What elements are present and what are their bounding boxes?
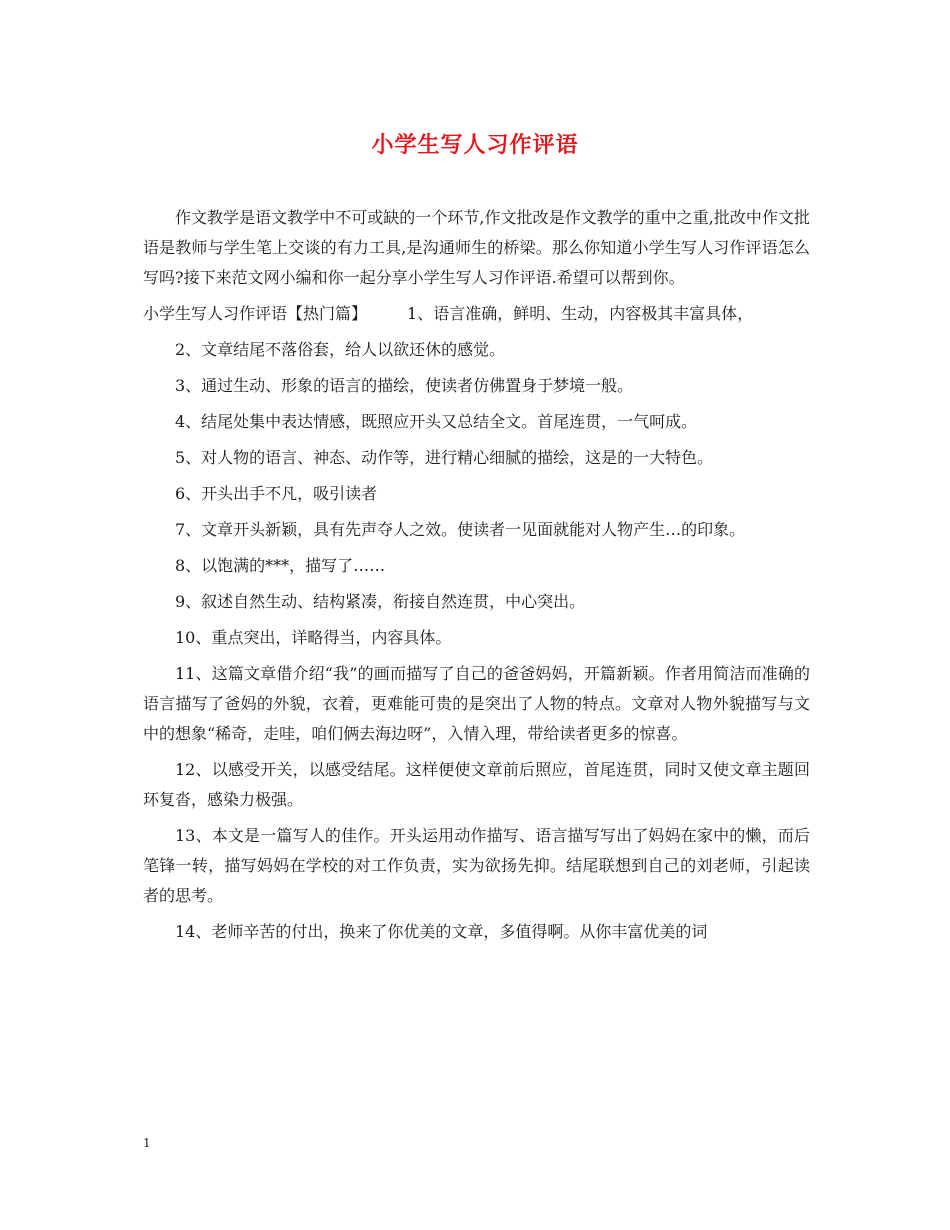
item-9: 9、叙述自然生动、结构紧凑，衔接自然连贯，中心突出。 <box>175 592 586 611</box>
item-3: 3、通过生动、形象的语言的描绘，使读者仿佛置身于梦境一般。 <box>175 376 634 395</box>
item-6: 6、开头出手不凡，吸引读者 <box>175 484 378 503</box>
document-title: 小学生写人习作评语 <box>371 132 579 158</box>
item-12: 12、以感受开关，以感受结尾。这样便使文章前后照应，首尾连贯，同时又使文章主题回环复沓，感染力极强。 <box>143 760 810 809</box>
section-paragraph <box>143 299 810 329</box>
item-8: 8、以饱满的***，描写了…… <box>175 556 386 575</box>
section-heading: 小学生写人习作评语【热门篇】 <box>143 304 368 323</box>
item-1: 1、语言准确，鲜明、生动，内容极其丰富具体， <box>407 304 754 323</box>
item-2: 2、文章结尾不落俗套，给人以欲还休的感觉。 <box>175 340 506 359</box>
item-13: 13、本文是一篇写人的佳作。开头运用动作描写、语言描写写出了妈妈在家中的懒，而后笔锋一转，描写妈妈在学校的对工作负责，实为欲扬先抑。结尾联想到自己的刘老师，引起读者的思考。 <box>143 826 810 905</box>
item-10: 10、重点突出，详略得当，内容具体。 <box>175 628 452 647</box>
document-body <box>143 203 810 953</box>
page-number: 1 <box>143 1136 151 1150</box>
intro-paragraph: 作文教学是语文教学中不可或缺的一个环节,作文批改是作文教学的重中之重,批改中作文批语是教师与学生笔上交谈的有力工具,是沟通师生的桥梁。那么你知道小学生写人习作评语怎么写吗?接下来范文网小编和你一起分享小学生写人习作评语.希望可以帮到你。 <box>143 208 810 287</box>
item-7: 7、文章开头新颖，具有先声夺人之效。使读者一见面就能对人物产生…的印象。 <box>175 520 746 539</box>
item-4: 4、结尾处集中表达情感，既照应开头又总结全文。首尾连贯，一气呵成。 <box>175 412 698 431</box>
item-11: 11、这篇文章借介绍“我”的画而描写了自己的爸爸妈妈，开篇新颖。作者用简洁而准确的语言描写了爸妈的外貌，衣着，更难能可贵的是突出了人物的特点。文章对人物外貌描写与文中的想象“稀奇，走哇，咱们俩去海边呀”，入情入理，带给读者更多的惊喜。 <box>143 664 810 743</box>
item-14: 14、老师辛苦的付出，换来了你优美的文章，多值得啊。从你丰富优美的词 <box>175 922 708 941</box>
item-5: 5、对人物的语言、神态、动作等，进行精心细腻的描绘，这是的一大特色。 <box>175 448 714 467</box>
